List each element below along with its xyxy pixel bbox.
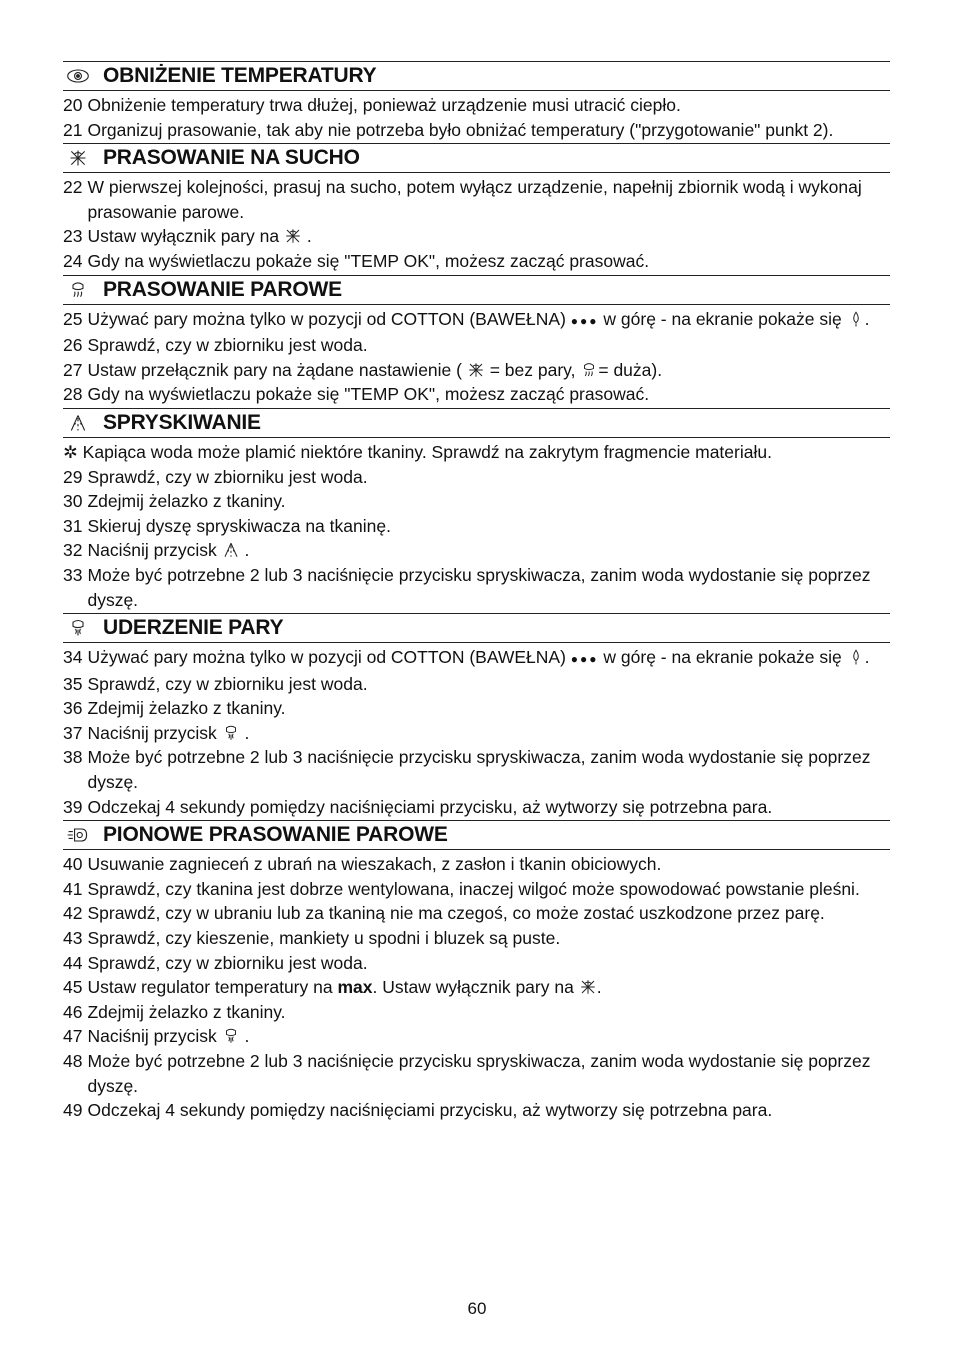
section-title: PIONOWE PRASOWANIE PAROWE xyxy=(103,823,448,847)
no-steam-icon xyxy=(467,361,485,379)
section xyxy=(63,408,890,613)
steam-shot-icon xyxy=(222,1027,240,1045)
step-item xyxy=(63,538,890,563)
vertical-steam-icon xyxy=(65,824,91,846)
item-text: . xyxy=(244,1026,250,1047)
step-item xyxy=(63,118,890,143)
section xyxy=(63,820,890,1124)
step-item xyxy=(63,901,890,926)
step-number: 21 xyxy=(63,119,83,140)
steam-shot-icon xyxy=(65,617,91,639)
item-text: w górę - na ekranie pokaże się xyxy=(603,308,842,329)
section xyxy=(63,143,890,274)
step-item xyxy=(63,852,890,877)
step-item xyxy=(63,249,890,274)
step-number: 26 xyxy=(63,335,83,356)
item-text: = bez pary, xyxy=(489,359,576,380)
item-text: . Ustaw wyłącznik pary na xyxy=(372,977,574,998)
item-text: Ustaw przełącznik pary na żądane nastawienie ( xyxy=(87,359,462,380)
step-item xyxy=(63,224,890,249)
step-number: 22 xyxy=(63,177,83,198)
step-text: Zdejmij żelazko z tkaniny. xyxy=(87,1001,286,1022)
step-text: Sprawdź, czy w zbiorniku jest woda. xyxy=(87,673,368,694)
steam-shot-icon xyxy=(222,724,240,742)
step-item xyxy=(63,382,890,407)
step-number: 45 xyxy=(63,977,83,998)
step-number: 36 xyxy=(63,698,83,719)
step-item xyxy=(63,926,890,951)
step-number: 41 xyxy=(63,878,83,899)
step-text xyxy=(87,975,890,1000)
step-number: 23 xyxy=(63,226,83,247)
step-item xyxy=(63,795,890,820)
step-number: 24 xyxy=(63,250,83,271)
item-text: Używać pary można tylko w pozycji od COTTON (BAWEŁNA) xyxy=(87,647,566,668)
steam-drop-icon xyxy=(847,310,865,328)
step-list xyxy=(63,438,890,613)
step-item xyxy=(63,514,890,539)
section-title: OBNIŻENIE TEMPERATURY xyxy=(103,64,377,87)
step-item xyxy=(63,465,890,490)
item-text: Naciśnij przycisk xyxy=(87,1026,217,1047)
step-item xyxy=(63,951,890,976)
step-number: 38 xyxy=(63,747,83,768)
section-title: UDERZENIE PARY xyxy=(103,616,284,640)
step-list xyxy=(63,173,890,274)
item-text: Używać pary można tylko w pozycji od COTTON (BAWEŁNA) xyxy=(87,308,566,329)
step-number: 48 xyxy=(63,1051,83,1071)
step-number: 28 xyxy=(63,384,83,405)
step-number: 42 xyxy=(63,903,83,924)
manual-page xyxy=(63,61,890,1124)
section-title: PRASOWANIE NA SUCHO xyxy=(103,146,360,170)
page-number: 60 xyxy=(467,1299,487,1318)
step-item xyxy=(63,1049,890,1098)
item-text: . xyxy=(306,226,312,247)
eye-icon xyxy=(65,65,91,87)
item-text: . xyxy=(864,308,870,329)
step-list xyxy=(63,643,890,820)
item-text: . xyxy=(864,647,870,668)
step-item xyxy=(63,877,890,902)
step-item xyxy=(63,1000,890,1025)
step-number: 20 xyxy=(63,95,83,115)
step-number: 33 xyxy=(63,564,83,585)
step-text: Sprawdź, czy kieszenie, mankiety u spodni i bluzek są puste. xyxy=(87,928,561,949)
step-text: Skieruj dyszę spryskiwacza na tkaninę. xyxy=(87,515,391,536)
step-list xyxy=(63,305,890,408)
step-number: 47 xyxy=(63,1026,83,1047)
step-number: 27 xyxy=(63,359,83,380)
step-number: 40 xyxy=(63,854,83,875)
step-item xyxy=(63,645,890,672)
step-text: Odczekaj 4 sekundy pomiędzy naciśnięciami przycisku, aż wytworzy się potrzebna para. xyxy=(87,1100,773,1121)
step-text: Obniżenie temperatury trwa dłużej, ponieważ urządzenie musi utracić ciepło. xyxy=(87,95,681,115)
step-text xyxy=(87,224,890,249)
step-text: Sprawdź, czy tkanina jest dobrze wentylowana, inaczej wilgoć może spowodować powstanie pleśni. xyxy=(87,878,860,899)
item-text: . xyxy=(244,722,250,743)
step-text xyxy=(87,721,890,746)
step-text: Zdejmij żelazko z tkaniny. xyxy=(87,698,286,719)
item-text: = duża). xyxy=(598,359,663,380)
no-steam-icon xyxy=(284,227,302,245)
step-text xyxy=(87,358,890,383)
step-text: Sprawdź, czy w zbiorniku jest woda. xyxy=(87,466,368,487)
step-number: 39 xyxy=(63,796,83,817)
item-text: . xyxy=(596,977,602,998)
step-item xyxy=(63,696,890,721)
step-item xyxy=(63,721,890,746)
section-heading xyxy=(63,143,890,173)
temperature-dots: ●●● xyxy=(570,313,599,328)
warning-icon: ✲ xyxy=(63,441,78,462)
step-item xyxy=(63,489,890,514)
step-list xyxy=(63,850,890,1124)
steam-icon xyxy=(580,361,598,379)
step-number: 35 xyxy=(63,673,83,694)
steam-icon xyxy=(65,279,91,301)
step-item xyxy=(63,975,890,1000)
item-text: Ustaw regulator temperatury na xyxy=(87,977,333,998)
step-text xyxy=(87,307,890,334)
step-item xyxy=(63,1098,890,1123)
temperature-dots: ●●● xyxy=(570,652,599,667)
step-text xyxy=(87,645,890,672)
section-heading xyxy=(63,408,890,438)
section-heading xyxy=(63,820,890,850)
section-heading xyxy=(63,613,890,643)
step-text: Sprawdź, czy w ubraniu lub za tkaniną nie ma czegoś, co może zostać uszkodzone przez parę. xyxy=(87,903,825,924)
spray-icon xyxy=(65,412,91,434)
step-text: Gdy na wyświetlaczu pokaże się "TEMP OK", możesz zacząć prasować. xyxy=(87,250,650,271)
step-number: 37 xyxy=(63,722,83,743)
section-heading xyxy=(63,61,890,91)
step-text: W pierwszej kolejności, prasuj na sucho, potem wyłącz urządzenie, napełnij zbiornik wodą i wykonaj prasowanie parowe. xyxy=(87,177,862,222)
item-text: Ustaw wyłącznik pary na xyxy=(87,226,280,247)
item-text: . xyxy=(244,540,250,561)
step-item xyxy=(63,175,890,224)
step-number: 32 xyxy=(63,540,83,561)
step-text: Sprawdź, czy w zbiorniku jest woda. xyxy=(87,952,368,973)
section-heading xyxy=(63,275,890,305)
step-text: Może być potrzebne 2 lub 3 naciśnięcie przycisku spryskiwacza, zanim woda wydostanie się poprzez dyszę. xyxy=(87,1051,871,1096)
step-text: Zdejmij żelazko z tkaniny. xyxy=(87,491,286,512)
step-item xyxy=(63,358,890,383)
step-number: 29 xyxy=(63,466,83,487)
step-text xyxy=(87,538,890,563)
step-item xyxy=(63,672,890,697)
step-list xyxy=(63,91,890,143)
bold-value: max xyxy=(337,977,373,998)
section xyxy=(63,613,890,820)
step-text: Organizuj prasowanie, tak aby nie potrzeba było obniżać temperatury ("przygotowanie" punkt 2). xyxy=(87,119,834,140)
section xyxy=(63,61,890,143)
step-text: Odczekaj 4 sekundy pomiędzy naciśnięciami przycisku, aż wytworzy się potrzebna para. xyxy=(87,796,773,817)
step-number: 43 xyxy=(63,928,83,949)
step-text: Kapiąca woda może plamić niektóre tkaniny. Sprawdź na zakrytym fragmencie materiału. xyxy=(82,441,772,462)
step-number: 34 xyxy=(63,647,83,668)
step-item xyxy=(63,563,890,612)
step-number: 30 xyxy=(63,491,83,512)
step-number: 44 xyxy=(63,952,83,973)
section-title: PRASOWANIE PAROWE xyxy=(103,277,342,301)
step-text xyxy=(87,1024,890,1049)
no-steam-icon xyxy=(65,147,91,169)
step-text: Sprawdź, czy w zbiorniku jest woda. xyxy=(87,335,368,356)
step-item xyxy=(63,307,890,334)
step-text: Gdy na wyświetlaczu pokaże się "TEMP OK", możesz zacząć prasować. xyxy=(87,384,650,405)
item-text: w górę - na ekranie pokaże się xyxy=(603,647,842,668)
step-number: 31 xyxy=(63,515,83,536)
step-text: Może być potrzebne 2 lub 3 naciśnięcie przycisku spryskiwacza, zanim woda wydostanie się poprzez dyszę. xyxy=(87,747,871,793)
step-item xyxy=(63,333,890,358)
step-text: Może być potrzebne 2 lub 3 naciśnięcie przycisku spryskiwacza, zanim woda wydostanie się poprzez dyszę. xyxy=(87,564,871,610)
section xyxy=(63,275,890,408)
steam-drop-icon xyxy=(847,648,865,666)
step-item xyxy=(63,440,890,465)
spray-icon xyxy=(222,541,240,559)
step-number: 49 xyxy=(63,1100,83,1121)
no-steam-icon xyxy=(579,978,597,996)
step-item xyxy=(63,93,890,118)
step-text: Usuwanie zagniec​eń z ubrań na wieszakach, z zasłon i tkanin obiciowych. xyxy=(87,854,662,875)
item-text: Naciśnij przycisk xyxy=(87,722,217,743)
step-number: 46 xyxy=(63,1001,83,1022)
step-item xyxy=(63,1024,890,1049)
item-text: Naciśnij przycisk xyxy=(87,540,217,561)
section-title: SPRYSKIWANIE xyxy=(103,410,261,434)
step-item xyxy=(63,745,890,794)
step-number: 25 xyxy=(63,308,83,329)
